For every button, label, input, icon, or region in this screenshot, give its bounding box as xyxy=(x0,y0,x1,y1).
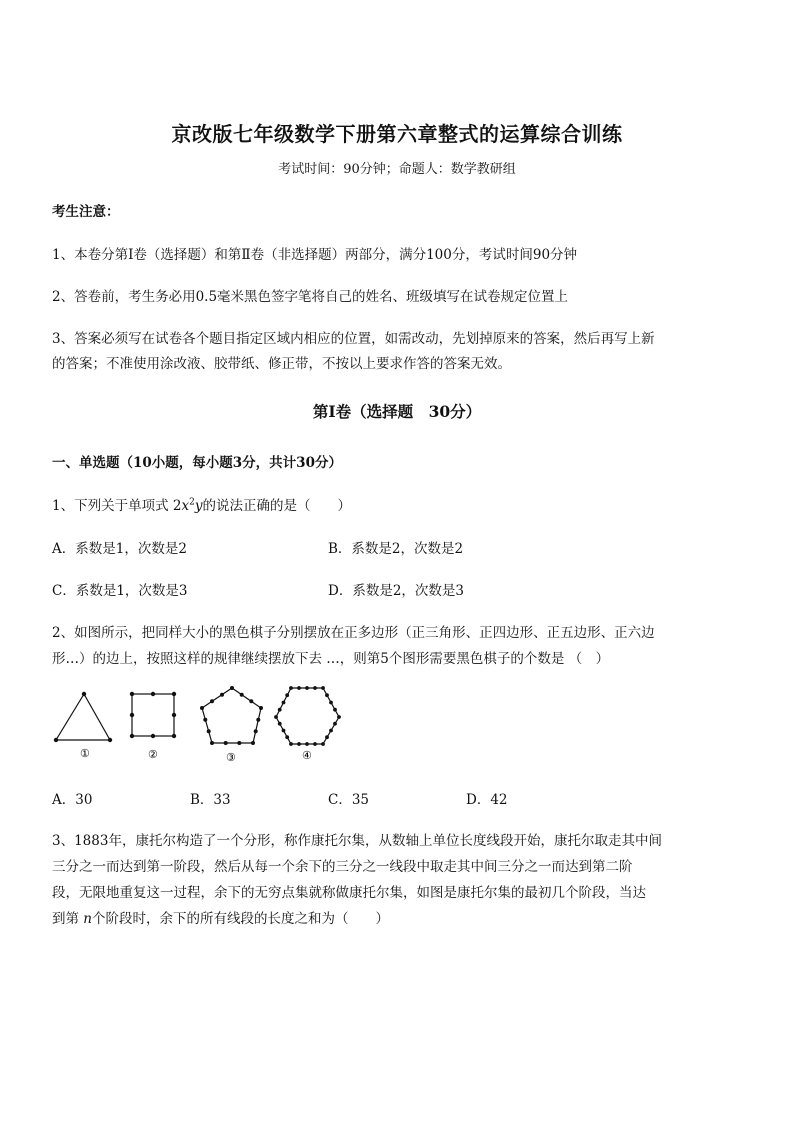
question-3-line-1: 3、1883年，康托尔构造了一个分形，称作康托尔集，从数轴上单位长度线段开始，康托尔取走其中间 xyxy=(52,833,662,849)
q1-option-a[interactable]: A．系数是1，次数是2 xyxy=(52,541,187,557)
notice-heading: 考生注意： xyxy=(52,204,120,220)
notice-item-3-line-2: 的答案；不准使用涂改液、胶带纸、修正带，不按以上要求作答的答案无效。 xyxy=(52,356,511,372)
question-2-stem-line-1: 2、如图所示，把同样大小的黑色棋子分别摆放在正多边形（正三角形、正四边形、正五边形、正六边 xyxy=(52,625,655,641)
figure-label-3: ③ xyxy=(226,751,236,764)
figure-triangle xyxy=(54,692,112,742)
q1-option-b[interactable]: B．系数是2，次数是2 xyxy=(328,541,464,557)
notice-item-2: 2、答卷前，考生务必用0.5毫米黑色签字笔将自己的姓名、班级填写在试卷规定位置上 xyxy=(52,289,569,305)
q2-option-b[interactable]: B．33 xyxy=(190,792,231,808)
expr-exponent: 2 xyxy=(189,497,195,508)
question-1-stem-after: 的说法正确的是（ ） xyxy=(202,498,351,514)
question-3-line-3: 段，无限地重复这一过程，余下的无穷点集就称做康托尔集，如图是康托尔集的最初几个阶段，当达 xyxy=(52,885,646,901)
question-3-line-2: 三分之一而达到第一阶段，然后从每一个余下的三分之一线段中取走其中间三分之一而达到第二阶 xyxy=(52,859,633,875)
page-subtitle: 考试时间：90分钟；命题人：数学教研组 xyxy=(278,162,516,177)
q1-option-d[interactable]: D．系数是2，次数是3 xyxy=(328,583,465,599)
notice-item-3-line-1: 3、答案必须写在试卷各个题目指定区域内相应的位置，如需改动，先划掉原来的答案，然后再写上新 xyxy=(52,331,655,347)
notice-item-1: 1、本卷分第Ⅰ卷（选择题）和第Ⅱ卷（非选择题）两部分，满分100分，考试时间90分钟 xyxy=(52,247,578,263)
polygon-figures xyxy=(50,680,350,770)
question-3-line-4 xyxy=(52,907,389,927)
question-3-line-4-before: 到第 xyxy=(52,911,84,927)
figure-pentagon xyxy=(200,686,263,745)
variable-n: n xyxy=(83,911,92,927)
page-title: 京改版七年级数学下册第六章整式的运算综合训练 xyxy=(171,122,623,146)
question-3-line-4-after: 个阶段时，余下的所有线段的长度之和为（ ） xyxy=(92,911,389,927)
question-1-stem xyxy=(52,494,351,514)
figure-label-4: ④ xyxy=(302,749,312,762)
expr-y: y xyxy=(194,498,203,514)
question-1-stem-before: 1、下列关于单项式 xyxy=(52,498,173,514)
figure-label-1: ① xyxy=(80,747,90,760)
expr-x: x xyxy=(181,498,190,514)
q2-option-d[interactable]: D．42 xyxy=(466,792,508,808)
expr-coefficient: 2 xyxy=(172,498,182,514)
part-heading: 一、单选题（10小题，每小题3分，共计30分） xyxy=(52,455,342,471)
figure-hexagon xyxy=(274,686,341,746)
figure-label-2: ② xyxy=(148,748,158,761)
question-2-stem-line-2: 形…）的边上，按照这样的规律继续摆放下去 …，则第5个图形需要黑色棋子的个数是 （ ） xyxy=(52,651,610,667)
q2-option-c[interactable]: C．35 xyxy=(328,792,370,808)
q1-option-c[interactable]: C．系数是1，次数是3 xyxy=(52,583,188,599)
figure-square xyxy=(130,692,176,738)
section-title: 第Ⅰ卷（选择题 30分） xyxy=(312,402,482,421)
q2-option-a[interactable]: A．30 xyxy=(52,792,93,808)
